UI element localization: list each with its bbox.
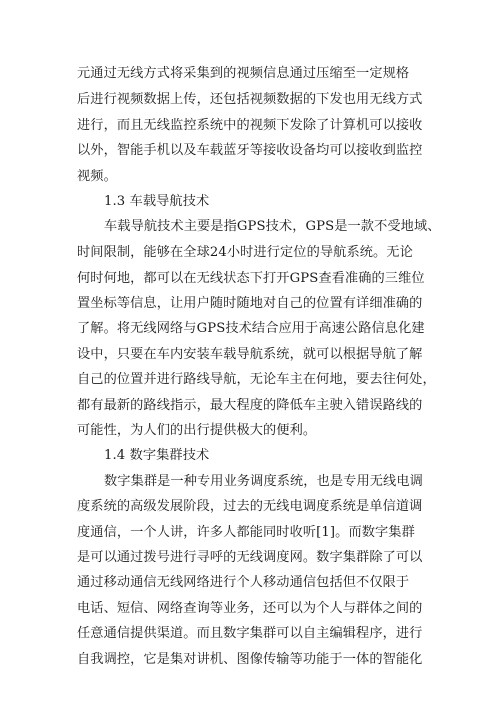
text-line: 都有最新的路线指示，最大程度的降低车主驶入错误路线的 (77, 398, 423, 413)
text-line: 是可以通过拨号进行寻呼的无线调度网。数字集群除了可以 (77, 550, 423, 565)
text-line: 车载导航技术主要是指GPS技术，GPS是一款不受地域、 (104, 219, 441, 234)
text-line: 任意通信提供渠道。而且数字集群可以自主编辑程序，进行 (77, 626, 423, 641)
text-line: 度系统的高级发展阶段，过去的无线电调度系统是单信道调 (77, 499, 423, 514)
text-line: 数字集群是一种专用业务调度系统，也是专用无线电调 (104, 474, 423, 489)
text-line: 元通过无线方式将采集到的视频信息通过压缩至一定规格 (77, 66, 410, 81)
text-line: 后进行视频数据上传，还包括视频数据的下发也用无线方式 (77, 92, 423, 107)
text-line: 自己的位置并进行路线导航，无论车主在何地，要去往何处， (77, 372, 436, 387)
text-line: 时间限制，能够在全球24小时进行定位的导航系统。无论 (77, 245, 413, 260)
text-line: 视频。 (77, 169, 117, 184)
text-line: 度通信，一个人讲，许多人都能同时收听[1]。而数字集群 (77, 525, 415, 540)
text-line: 电话、短信、网络查询等业务，还可以为个人与群体之间的 (77, 601, 423, 616)
text-line: 通过移动通信无线网络进行个人移动通信包括但不仅限于 (77, 575, 410, 590)
text-line: 了解。将无线网络与GPS技术结合应用于高速公路信息化建 (77, 321, 425, 336)
text-line: 何时何地，都可以在无线状态下打开GPS查看准确的三维位 (77, 271, 425, 286)
text-line: 置坐标等信息，让用户随时随地对自己的位置有详细准确的 (77, 296, 423, 311)
text-line: 进行，而且无线监控系统中的视频下发除了计算机可以接收 (77, 118, 423, 133)
text-line: 设中，只要在车内安装车载导航系统，就可以根据导航了解 (77, 347, 423, 362)
section-heading: 1.4 数字集群技术 (104, 448, 210, 463)
text-line: 自我调控，它是集对讲机、图像传输等功能于一体的智能化 (77, 652, 423, 667)
section-heading: 1.3 车载导航技术 (104, 194, 210, 209)
text-line: 以外，智能手机以及车载蓝牙等接收设备均可以接收到监控 (77, 143, 423, 158)
text-line: 可能性，为人们的出行提供极大的便利。 (77, 423, 317, 438)
